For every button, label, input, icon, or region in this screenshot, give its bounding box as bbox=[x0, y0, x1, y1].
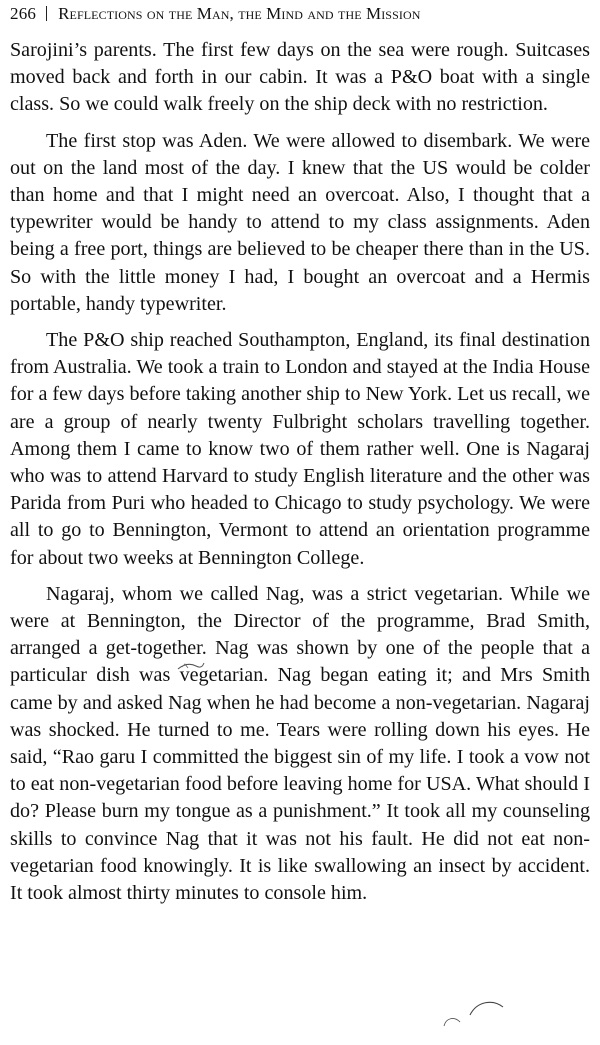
running-head bbox=[10, 4, 590, 24]
paragraph: The P&O ship reached Southampton, England, its final destination from Australia. We took a train to London and stayed at the India House for a few days before taking another ship to New York. Let us recall, we are a group of nearly twenty Fulbright scholars travelling together. Among them I came to know two of them rather well. One is Nagaraj who was to attend Harvard to study English literature and the other was Parida from Puri who headed to Chicago to study psychology. We were all to go to Bennington, Vermont to attend an orientation programme for about two weeks at Bennington College. bbox=[10, 329, 590, 569]
header-divider bbox=[46, 6, 47, 21]
body-text bbox=[10, 37, 590, 907]
paragraph: The first stop was Aden. We were allowed to disembark. We were out on the land most of the day. I knew that the US would be colder than home and that I might need an overcoat. Also, I thought that a typewriter would be handy to attend to my class assignments. Aden being a free port, things are believed to be cheaper there than in the US. So with the little money I had, I bought an overcoat and a Hermis portable, handy typewriter. bbox=[10, 129, 590, 315]
book-title: Reflections on the Man, the Mind and the Mission bbox=[58, 4, 421, 23]
page-number: 266 bbox=[10, 4, 37, 23]
paragraph: Nagaraj, whom we called Nag, was a strict vegetarian. While we were at Bennington, the Director of the programme, Brad Smith, arranged a get-together. Nag was shown by one of the people that a particular dish was vegetarian. Nag began eating it; and Mrs Smith came by and asked Nag when he had become a non-vegetarian. Nagaraj was shocked. He turned to me. Tears were rolling down his eyes. He said, “Rao garu I committed the biggest sin of my life. I took a vow not to eat non-vegetarian food before leaving home for USA. What should I do? Please burn my tongue as a punishment.” It took all my counseling skills to convince Nag that it was not his fault. He did not eat non-vegetarian food knowingly. It is like swallowing an insect by accident. It took almost thirty minutes to console him. bbox=[10, 582, 590, 905]
paragraph: Sarojini’s parents. The first few days on the sea were rough. Suitcases moved back and forth in our cabin. It was a P&O boat with a single class. So we could walk freely on the ship deck with no restriction. bbox=[10, 39, 590, 116]
